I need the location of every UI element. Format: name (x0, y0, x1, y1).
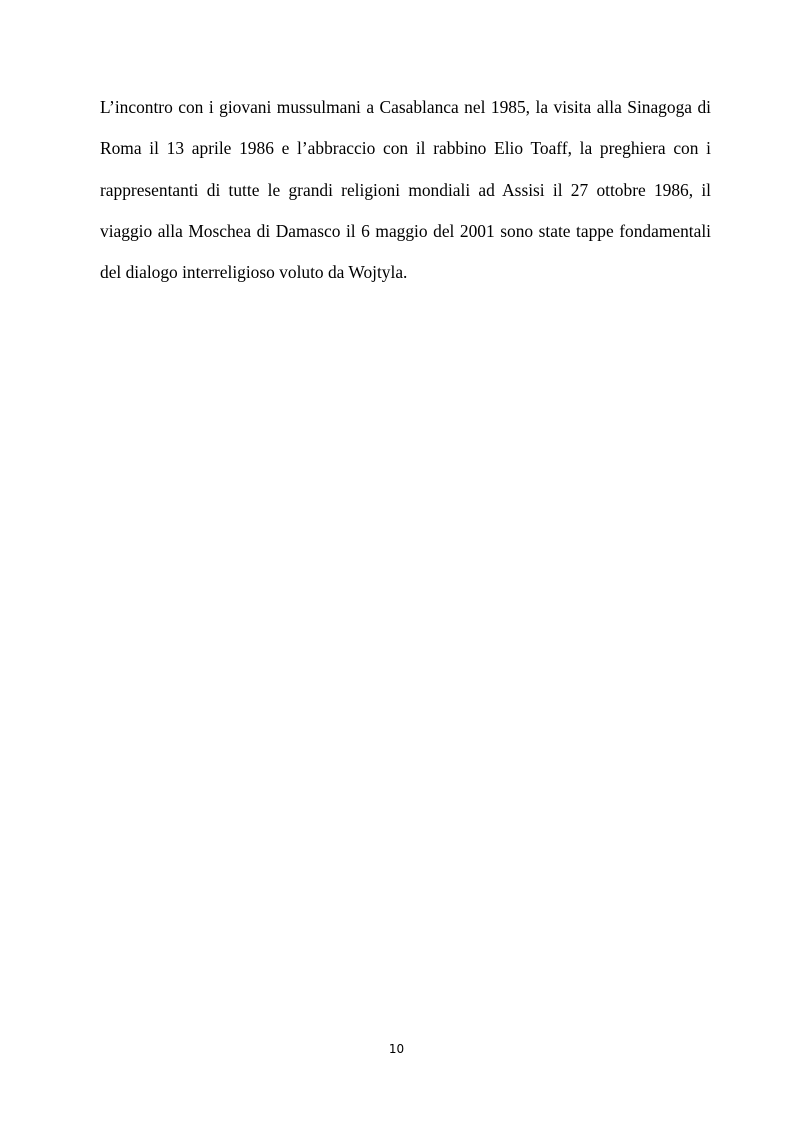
page-number: 10 (388, 1042, 405, 1056)
body-paragraph: L’incontro con i giovani mussulmani a Casablanca nel 1985, la visita alla Sinagoga di Roma il 13 aprile 1986 e l’abbraccio con il rabbino Elio Toaff, la preghiera con i rappresentanti di tutte le grandi religioni mondiali ad Assisi il 27 ottobre 1986, il viaggio alla Moschea di Damasco il 6 maggio del 2001 sono state tappe fondamentali del dialogo interreligioso voluto da Wojtyla. (100, 97, 711, 283)
